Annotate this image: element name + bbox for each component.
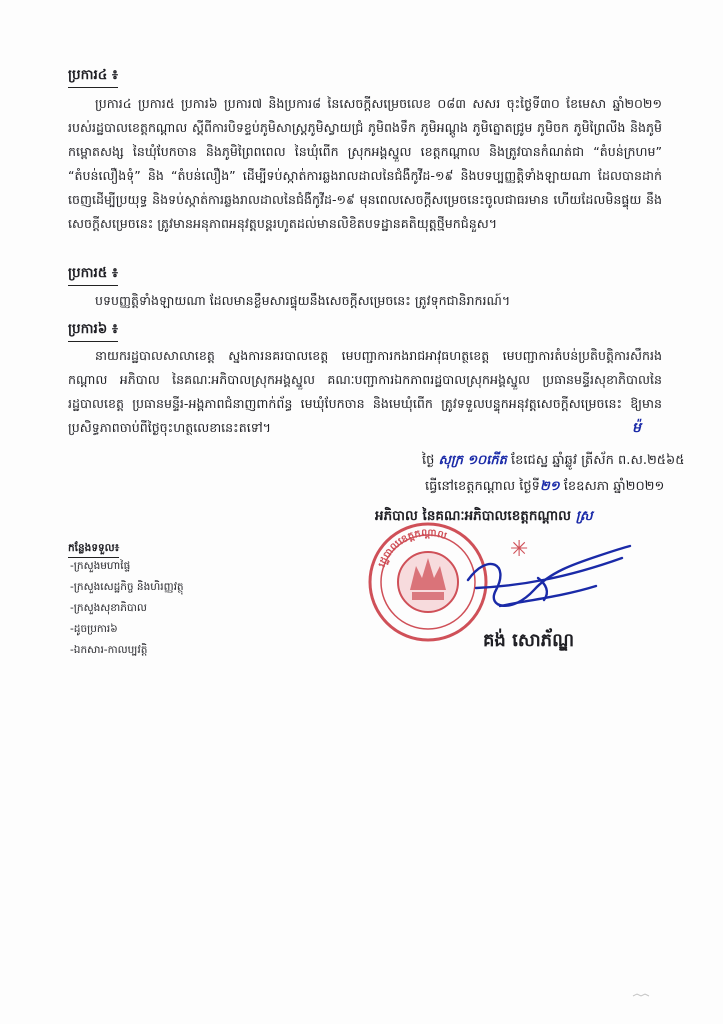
recipient-item: - ក្រសួងសេដ្ឋកិច្ច និងហិរញ្ញវត្ថុ <box>70 577 184 598</box>
star-icon: ✳ <box>510 537 529 562</box>
signatory-name: គង់ សោភ័ណ្ឌ <box>483 630 575 651</box>
recipient-item: - ក្រសួងមហាផ្ទៃ <box>70 556 184 577</box>
seal-text: រដ្ឋបាលខេត្តកណ្តាល <box>376 527 448 569</box>
lunar-date-rest: ខែជេស្ឋ ឆ្នាំឆ្លូវ ត្រីស័ក ព.ស.២៥៦៥ <box>511 453 685 468</box>
lunar-date-handwritten: ១០កើត <box>467 453 507 468</box>
handwritten-initial: ម៉ <box>632 420 641 436</box>
lunar-date-prefix: ថ្ងៃ <box>422 453 435 468</box>
article-6-text: នាយករដ្ឋបាលសាលាខេត្ត ស្នងការនគរបាលខេត្ត មេបញ្ជាការកងរាជអាវុធហត្ថខេត្ត មេបញ្ជាការតំបន់ប្រតិបត្តិការសឹករងកណ្តាល អភិបាល នៃគណៈអភិបាលស្រុកអង្គស្នួល គណៈបញ្ជាការឯកភាពរដ្ឋបាលស្រុកអង្គស្នួល ប្រធានមន្ទីរសុខាភិបាលនៃរដ្ឋបាលខេត្ត ប្រធានមន្ទីរ-អង្គភាពជំនាញពាក់ព័ន្ធ មេឃុំបែកចាន និងមេឃុំពើក ត្រូវទទួលបន្ទុកអនុវត្តសេចក្តីសម្រេចនេះ ឱ្យមានប្រសិទ្ធភាពចាប់ពីថ្ងៃចុះហត្ថលេខានេះតទៅ។ <box>68 348 662 435</box>
signatory-title-text: អភិបាល នៃគណៈអភិបាលខេត្តកណ្តាល <box>375 508 572 524</box>
recipient-item: - ឯកសារ-កាលប្បវត្តិ <box>70 640 184 661</box>
recipient-item: - ក្រសួងសុខាភិបាល <box>70 598 184 619</box>
solar-date-rest: ខែឧសភា ឆ្នាំ២០២១ <box>563 479 665 494</box>
recipients-list <box>70 556 184 661</box>
title-handwritten-mark: ស្រ <box>575 508 593 524</box>
article-5-text: បទបញ្ញត្តិទាំងឡាយណា ដែលមានខ្លឹមសារផ្ទុយនឹងសេចក្តីសម្រេចនេះ ត្រូវទុកជានិរាករណ៍។ <box>95 293 511 308</box>
recipient-item: - ដូចប្រការ៦ <box>70 619 184 640</box>
signature-icon <box>468 546 630 606</box>
article-4-heading: ប្រការ៤ ៖ <box>68 66 118 88</box>
lunar-date-line <box>422 452 684 471</box>
seal-icon <box>370 524 528 640</box>
lunar-day-handwritten: សុក្រ <box>438 453 464 468</box>
article-4-text: ប្រការ៤ ប្រការ៥ ប្រការ៦ ប្រការ៧ និងប្រការ៨ នៃសេចក្តីសម្រេចលេខ ០៨៣ សសរ ចុះថ្ងៃទី៣០ ខែមេសា ឆ្នាំ២០២១ របស់រដ្ឋបាលខេត្តកណ្តាល ស្តីពីការបិទខ្ទប់ភូមិសាស្ត្រភូមិស្វាយជ្រំ ភូមិពងទឹក ភូមិអណ្តូង ភូមិត្នោតជ្រូម ភូមិចក ភូមិព្រៃលីង និងភូមិកម្ពោតសង្ស នៃឃុំបែកចាន និងភូមិព្រៃពពេល នៃឃុំពើក ស្រុកអង្គស្នួល ខេត្តកណ្តាល និងត្រូវបានកំណត់ជា “តំបន់ក្រហម” “តំបន់លឿងទុំ” និង “តំបន់លឿង” ដើម្បីទប់ស្កាត់ការឆ្លងរាលដាលនៃជំងឺកូវីដ-១៩ និងបទប្បញ្ញត្តិទាំងឡាយណា ដែលបានដាក់ចេញដើម្បីប្រយុទ្ធ និងទប់ស្កាត់ការឆ្លងរាលដាលនៃជំងឺកូវីដ-១៩ មុនពេលសេចក្តីសម្រេចនេះចូលជាធរមាន ហើយដែលមិនផ្ទុយ នឹងសេចក្តីសម្រេចនេះ ត្រូវមានអនុភាពអនុវត្តបន្តរហូតដល់មានលិខិតបទដ្ឋានគតិយុត្តថ្មីមកជំនួស។ <box>68 96 662 231</box>
article-6-heading: ប្រការ៦ ៖ <box>68 320 118 342</box>
scan-speck-icon <box>632 992 650 998</box>
recipients-title: កន្លែងទទួល៖ <box>68 542 119 558</box>
article-5-heading: ប្រការ៥ ៖ <box>68 264 118 286</box>
solar-day-handwritten: ២១ <box>539 479 560 494</box>
solar-date-line <box>425 478 664 497</box>
solar-date-prefix: ធ្វើនៅខេត្តកណ្តាល ថ្ងៃទី <box>425 479 540 494</box>
